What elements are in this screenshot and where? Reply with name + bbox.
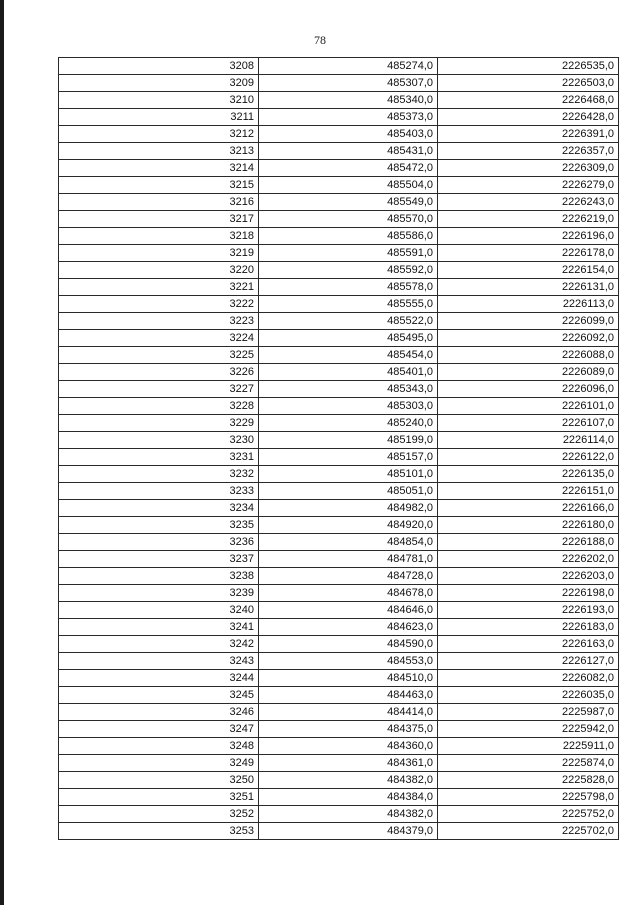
x-coordinate-cell: 485549,0 xyxy=(259,194,438,211)
x-coordinate-cell: 485403,0 xyxy=(259,126,438,143)
x-coordinate-cell: 484360,0 xyxy=(259,738,438,755)
y-coordinate-cell: 2226127,0 xyxy=(438,653,619,670)
table-row xyxy=(59,500,619,517)
y-coordinate-cell: 2225942,0 xyxy=(438,721,619,738)
y-coordinate-cell: 2226107,0 xyxy=(438,415,619,432)
x-coordinate-cell: 484920,0 xyxy=(259,517,438,534)
x-coordinate-cell: 485522,0 xyxy=(259,313,438,330)
y-coordinate-cell: 2226202,0 xyxy=(438,551,619,568)
y-coordinate-cell: 2226468,0 xyxy=(438,92,619,109)
point-id-cell: 3209 xyxy=(59,75,259,92)
table-row xyxy=(59,636,619,653)
table-row xyxy=(59,823,619,840)
y-coordinate-cell: 2226163,0 xyxy=(438,636,619,653)
x-coordinate-cell: 485578,0 xyxy=(259,279,438,296)
y-coordinate-cell: 2226188,0 xyxy=(438,534,619,551)
y-coordinate-cell: 2226309,0 xyxy=(438,160,619,177)
point-id-cell: 3232 xyxy=(59,466,259,483)
point-id-cell: 3235 xyxy=(59,517,259,534)
x-coordinate-cell: 484361,0 xyxy=(259,755,438,772)
y-coordinate-cell: 2226203,0 xyxy=(438,568,619,585)
table-row xyxy=(59,347,619,364)
table-row xyxy=(59,449,619,466)
table-row xyxy=(59,602,619,619)
table-row xyxy=(59,415,619,432)
x-coordinate-cell: 485101,0 xyxy=(259,466,438,483)
x-coordinate-cell: 484510,0 xyxy=(259,670,438,687)
x-coordinate-cell: 485401,0 xyxy=(259,364,438,381)
table-row xyxy=(59,177,619,194)
table-row xyxy=(59,126,619,143)
point-id-cell: 3249 xyxy=(59,755,259,772)
point-id-cell: 3234 xyxy=(59,500,259,517)
point-id-cell: 3219 xyxy=(59,245,259,262)
point-id-cell: 3215 xyxy=(59,177,259,194)
x-coordinate-cell: 485303,0 xyxy=(259,398,438,415)
x-coordinate-cell: 484382,0 xyxy=(259,772,438,789)
point-id-cell: 3251 xyxy=(59,789,259,806)
y-coordinate-cell: 2226193,0 xyxy=(438,602,619,619)
y-coordinate-cell: 2226092,0 xyxy=(438,330,619,347)
y-coordinate-cell: 2225987,0 xyxy=(438,704,619,721)
table-row xyxy=(59,585,619,602)
table-row xyxy=(59,75,619,92)
point-id-cell: 3228 xyxy=(59,398,259,415)
x-coordinate-cell: 484375,0 xyxy=(259,721,438,738)
y-coordinate-cell: 2226196,0 xyxy=(438,228,619,245)
table-row xyxy=(59,398,619,415)
x-coordinate-cell: 484553,0 xyxy=(259,653,438,670)
x-coordinate-cell: 484728,0 xyxy=(259,568,438,585)
table-row xyxy=(59,483,619,500)
x-coordinate-cell: 485340,0 xyxy=(259,92,438,109)
y-coordinate-cell: 2226535,0 xyxy=(438,58,619,75)
table-row xyxy=(59,704,619,721)
table-row xyxy=(59,245,619,262)
table-row xyxy=(59,653,619,670)
x-coordinate-cell: 485555,0 xyxy=(259,296,438,313)
y-coordinate-cell: 2225874,0 xyxy=(438,755,619,772)
point-id-cell: 3253 xyxy=(59,823,259,840)
point-id-cell: 3240 xyxy=(59,602,259,619)
point-id-cell: 3221 xyxy=(59,279,259,296)
point-id-cell: 3220 xyxy=(59,262,259,279)
point-id-cell: 3214 xyxy=(59,160,259,177)
point-id-cell: 3210 xyxy=(59,92,259,109)
y-coordinate-cell: 2226391,0 xyxy=(438,126,619,143)
point-id-cell: 3238 xyxy=(59,568,259,585)
point-id-cell: 3243 xyxy=(59,653,259,670)
table-row xyxy=(59,279,619,296)
x-coordinate-cell: 485472,0 xyxy=(259,160,438,177)
table-row xyxy=(59,772,619,789)
table-row xyxy=(59,92,619,109)
point-id-cell: 3217 xyxy=(59,211,259,228)
table-row xyxy=(59,466,619,483)
table-row xyxy=(59,364,619,381)
table-row xyxy=(59,160,619,177)
y-coordinate-cell: 2226122,0 xyxy=(438,449,619,466)
x-coordinate-cell: 485586,0 xyxy=(259,228,438,245)
x-coordinate-cell: 484982,0 xyxy=(259,500,438,517)
y-coordinate-cell: 2225911,0 xyxy=(438,738,619,755)
point-id-cell: 3213 xyxy=(59,143,259,160)
x-coordinate-cell: 485274,0 xyxy=(259,58,438,75)
y-coordinate-cell: 2225798,0 xyxy=(438,789,619,806)
table-row xyxy=(59,806,619,823)
table-row xyxy=(59,738,619,755)
point-id-cell: 3231 xyxy=(59,449,259,466)
y-coordinate-cell: 2226154,0 xyxy=(438,262,619,279)
x-coordinate-cell: 484590,0 xyxy=(259,636,438,653)
point-id-cell: 3242 xyxy=(59,636,259,653)
point-id-cell: 3218 xyxy=(59,228,259,245)
x-coordinate-cell: 484414,0 xyxy=(259,704,438,721)
point-id-cell: 3208 xyxy=(59,58,259,75)
x-coordinate-cell: 484623,0 xyxy=(259,619,438,636)
table-row xyxy=(59,109,619,126)
y-coordinate-cell: 2226243,0 xyxy=(438,194,619,211)
point-id-cell: 3247 xyxy=(59,721,259,738)
x-coordinate-cell: 484781,0 xyxy=(259,551,438,568)
x-coordinate-cell: 485373,0 xyxy=(259,109,438,126)
point-id-cell: 3252 xyxy=(59,806,259,823)
y-coordinate-cell: 2225702,0 xyxy=(438,823,619,840)
y-coordinate-cell: 2226099,0 xyxy=(438,313,619,330)
x-coordinate-cell: 485157,0 xyxy=(259,449,438,466)
table-row xyxy=(59,755,619,772)
x-coordinate-cell: 484379,0 xyxy=(259,823,438,840)
x-coordinate-cell: 485591,0 xyxy=(259,245,438,262)
y-coordinate-cell: 2226357,0 xyxy=(438,143,619,160)
table-row xyxy=(59,534,619,551)
y-coordinate-cell: 2226279,0 xyxy=(438,177,619,194)
x-coordinate-cell: 485051,0 xyxy=(259,483,438,500)
y-coordinate-cell: 2226035,0 xyxy=(438,687,619,704)
x-coordinate-cell: 484384,0 xyxy=(259,789,438,806)
y-coordinate-cell: 2226180,0 xyxy=(438,517,619,534)
x-coordinate-cell: 485495,0 xyxy=(259,330,438,347)
y-coordinate-cell: 2226113,0 xyxy=(438,296,619,313)
point-id-cell: 3229 xyxy=(59,415,259,432)
x-coordinate-cell: 485199,0 xyxy=(259,432,438,449)
x-coordinate-cell: 485504,0 xyxy=(259,177,438,194)
point-id-cell: 3226 xyxy=(59,364,259,381)
point-id-cell: 3246 xyxy=(59,704,259,721)
point-id-cell: 3222 xyxy=(59,296,259,313)
x-coordinate-cell: 484382,0 xyxy=(259,806,438,823)
point-id-cell: 3211 xyxy=(59,109,259,126)
y-coordinate-cell: 2226114,0 xyxy=(438,432,619,449)
table-row xyxy=(59,551,619,568)
point-id-cell: 3233 xyxy=(59,483,259,500)
page-number: 78 xyxy=(314,33,326,47)
table-row xyxy=(59,721,619,738)
table-row xyxy=(59,58,619,75)
point-id-cell: 3244 xyxy=(59,670,259,687)
y-coordinate-cell: 2226166,0 xyxy=(438,500,619,517)
coordinates-table-body xyxy=(59,58,619,840)
coordinates-table xyxy=(58,57,619,840)
table-row xyxy=(59,568,619,585)
point-id-cell: 3223 xyxy=(59,313,259,330)
y-coordinate-cell: 2226089,0 xyxy=(438,364,619,381)
point-id-cell: 3216 xyxy=(59,194,259,211)
y-coordinate-cell: 2225828,0 xyxy=(438,772,619,789)
table-row xyxy=(59,619,619,636)
x-coordinate-cell: 484678,0 xyxy=(259,585,438,602)
x-coordinate-cell: 485454,0 xyxy=(259,347,438,364)
table-row xyxy=(59,517,619,534)
y-coordinate-cell: 2226183,0 xyxy=(438,619,619,636)
point-id-cell: 3250 xyxy=(59,772,259,789)
point-id-cell: 3227 xyxy=(59,381,259,398)
x-coordinate-cell: 485240,0 xyxy=(259,415,438,432)
x-coordinate-cell: 485307,0 xyxy=(259,75,438,92)
point-id-cell: 3239 xyxy=(59,585,259,602)
table-row xyxy=(59,687,619,704)
table-row xyxy=(59,330,619,347)
y-coordinate-cell: 2226101,0 xyxy=(438,398,619,415)
x-coordinate-cell: 485431,0 xyxy=(259,143,438,160)
y-coordinate-cell: 2226135,0 xyxy=(438,466,619,483)
x-coordinate-cell: 484854,0 xyxy=(259,534,438,551)
y-coordinate-cell: 2226131,0 xyxy=(438,279,619,296)
table-row xyxy=(59,432,619,449)
x-coordinate-cell: 485570,0 xyxy=(259,211,438,228)
x-coordinate-cell: 484646,0 xyxy=(259,602,438,619)
y-coordinate-cell: 2226219,0 xyxy=(438,211,619,228)
x-coordinate-cell: 484463,0 xyxy=(259,687,438,704)
table-row xyxy=(59,262,619,279)
point-id-cell: 3212 xyxy=(59,126,259,143)
y-coordinate-cell: 2226096,0 xyxy=(438,381,619,398)
y-coordinate-cell: 2226503,0 xyxy=(438,75,619,92)
point-id-cell: 3241 xyxy=(59,619,259,636)
point-id-cell: 3237 xyxy=(59,551,259,568)
y-coordinate-cell: 2226151,0 xyxy=(438,483,619,500)
y-coordinate-cell: 2226082,0 xyxy=(438,670,619,687)
table-row xyxy=(59,381,619,398)
table-row xyxy=(59,670,619,687)
table-row xyxy=(59,194,619,211)
table-row xyxy=(59,296,619,313)
point-id-cell: 3245 xyxy=(59,687,259,704)
x-coordinate-cell: 485343,0 xyxy=(259,381,438,398)
y-coordinate-cell: 2226428,0 xyxy=(438,109,619,126)
point-id-cell: 3230 xyxy=(59,432,259,449)
table-row xyxy=(59,228,619,245)
scan-left-edge xyxy=(0,0,4,905)
y-coordinate-cell: 2225752,0 xyxy=(438,806,619,823)
point-id-cell: 3225 xyxy=(59,347,259,364)
point-id-cell: 3224 xyxy=(59,330,259,347)
y-coordinate-cell: 2226198,0 xyxy=(438,585,619,602)
table-row xyxy=(59,211,619,228)
table-row xyxy=(59,789,619,806)
y-coordinate-cell: 2226088,0 xyxy=(438,347,619,364)
table-row xyxy=(59,313,619,330)
table-row xyxy=(59,143,619,160)
x-coordinate-cell: 485592,0 xyxy=(259,262,438,279)
y-coordinate-cell: 2226178,0 xyxy=(438,245,619,262)
point-id-cell: 3248 xyxy=(59,738,259,755)
point-id-cell: 3236 xyxy=(59,534,259,551)
